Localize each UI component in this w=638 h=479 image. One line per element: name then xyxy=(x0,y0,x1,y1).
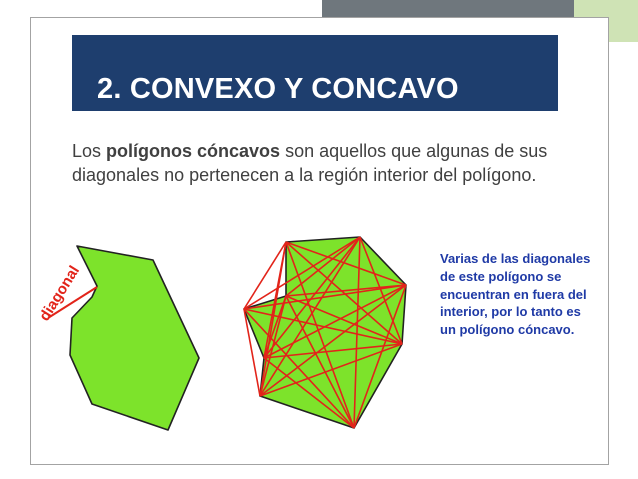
slide-title: 2. CONVEXO Y CONCAVO xyxy=(97,73,459,105)
note-text: Varias de las diagonales de este polígono se encuentran en fuera del interior, por lo tanto es un polígono cóncavo. xyxy=(440,251,591,338)
definition-emphasis: polígonos cóncavos xyxy=(106,141,281,161)
definition-prefix: Los xyxy=(72,141,107,161)
definition-suffix: son aquellos que algunas de sus diagonales no pertenecen a la región interior del polígono. xyxy=(72,141,548,185)
diagonal-label: diagonal xyxy=(35,262,84,325)
concave-polygon-left xyxy=(70,246,199,430)
